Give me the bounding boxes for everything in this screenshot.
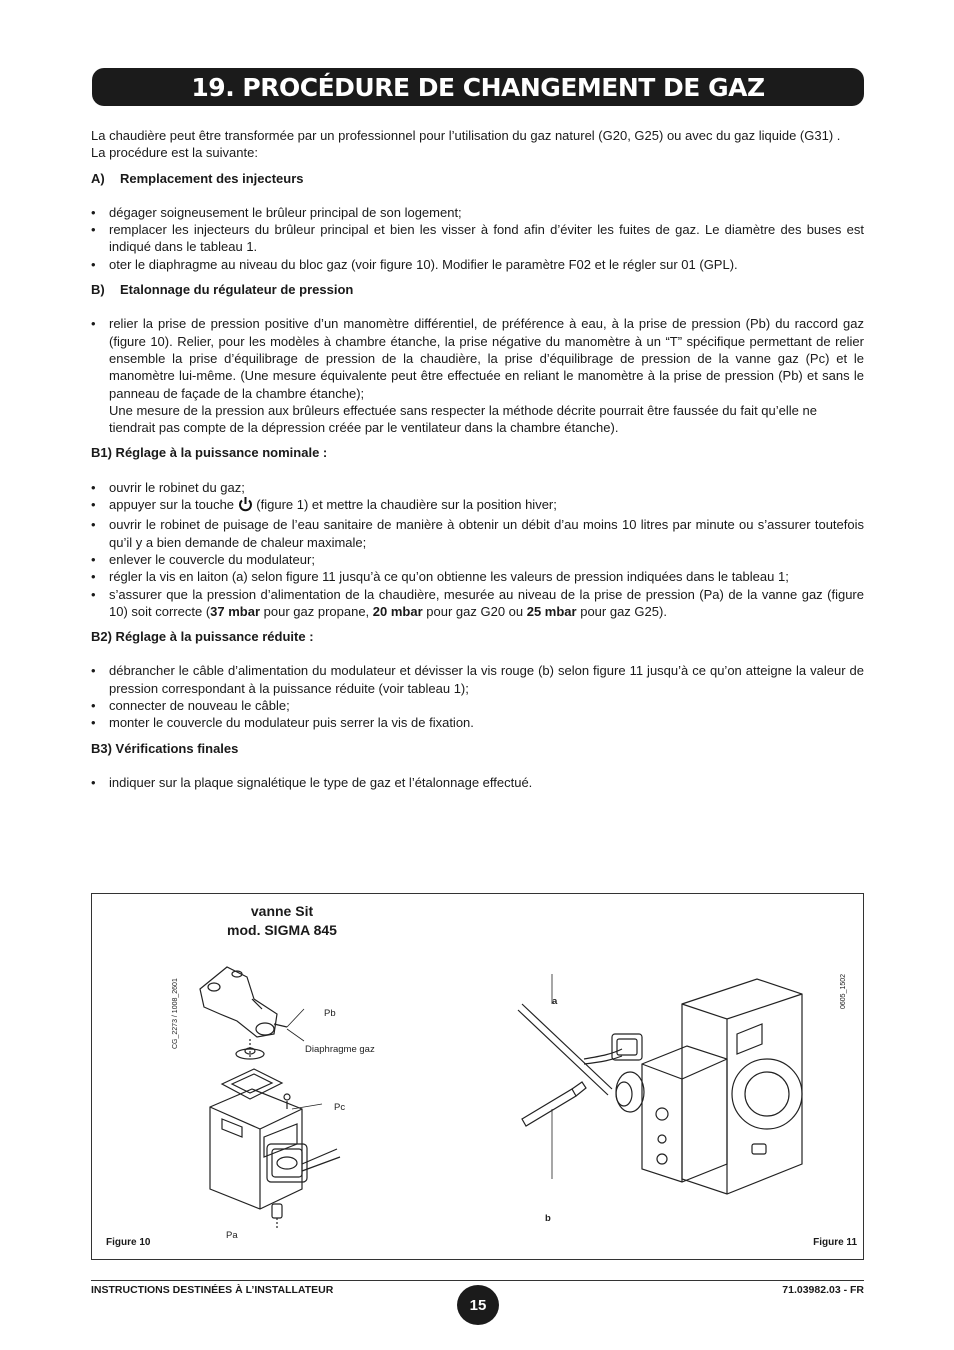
intro-paragraph: La chaudière peut être transformée par un professionnel pour l’utilisation du gaz naturel (G20, G25) ou avec du gaz liquide (G31) . bbox=[91, 128, 841, 143]
list-item: • appuyer sur la touche (figure 1) et mettre la chaudière sur la position hiver; bbox=[91, 496, 864, 516]
list-item: • indiquer sur la plaque signalétique le type de gaz et l’étalonnage effectué. bbox=[91, 774, 864, 791]
figure-box bbox=[91, 893, 864, 1260]
footer-left-text: INSTRUCTIONS DESTINÉES À L’INSTALLATEUR bbox=[91, 1284, 334, 1296]
section-b3-heading: B3) Vérifications finales bbox=[91, 740, 239, 756]
section-b-list bbox=[91, 315, 864, 401]
section-a-heading: A) Remplacement des injecteurs bbox=[91, 170, 304, 186]
label-a: a bbox=[552, 996, 558, 1007]
label-pc: Pc bbox=[334, 1102, 346, 1113]
section-b-heading: B) Etalonnage du régulateur de pression bbox=[91, 282, 354, 298]
label-b: b bbox=[545, 1213, 551, 1224]
page-number: 15 bbox=[457, 1285, 499, 1325]
section-b2-list bbox=[91, 662, 864, 731]
list-item: • connecter de nouveau le câble; bbox=[91, 697, 864, 714]
list-item: • monter le couvercle du modulateur puis serrer la vis de fixation. bbox=[91, 714, 864, 731]
document-body bbox=[91, 127, 864, 791]
footer-divider bbox=[91, 1280, 864, 1281]
section-b2-heading: B2) Réglage à la puissance réduite : bbox=[91, 629, 314, 645]
list-item: • relier la prise de pression positive d’un manomètre différentiel, de préférence à eau, à la prise de pression (Pb) du raccord gaz (figure 10). Relier, pour les modèles à chambre étanche, la prise négative du manomètre à un “T” spécifique permettant de relier ensemble la prise d’équilibrage de pression de la chaudière, la prise d’équilibrage de pression de la vanne gaz (Pc) et le manomètre lui-même. (Une mesure équivalente peut être effectuée en reliant le manomètre à la prise de pression (Pb) et sans le panneau de façade de la chambre étanche); bbox=[91, 315, 864, 401]
list-item: • ouvrir le robinet du gaz; bbox=[91, 479, 864, 496]
power-icon bbox=[238, 496, 253, 516]
title-bar bbox=[92, 68, 864, 106]
list-item: • débrancher le câble d’alimentation du modulateur et dévisser la vis rouge (b) selon figure 11 jusqu’à ce qu’on atteigne la valeur de pression correspondant à la puissance réduite (voir tableau 1); bbox=[91, 662, 864, 697]
list-item: • ouvrir le robinet de puisage de l’eau sanitaire de manière à obtenir un débit d’au moins 10 litres par minute ou s’assurer toutefois qu’il y a bien demande de chaleur maximale; bbox=[91, 516, 864, 551]
section-b1-list bbox=[91, 479, 864, 620]
figure-10-caption: Figure 10 bbox=[106, 1237, 151, 1248]
label-pb: Pb bbox=[324, 1008, 336, 1019]
section-a-list bbox=[91, 204, 864, 273]
list-item: • enlever le couvercle du modulateur; bbox=[91, 551, 864, 568]
list-item: • régler la vis en laiton (a) selon figure 11 jusqu’à ce qu’on obtienne les valeurs de pression indiquées dans le tableau 1; bbox=[91, 568, 864, 585]
section-b1-heading: B1) Réglage à la puissance nominale : bbox=[91, 445, 328, 461]
list-item: • remplacer les injecteurs du brûleur principal et bien les visser à fond afin d’éviter les fuites de gaz. Le diamètre des buses est indiqué dans le tableau 1. bbox=[91, 221, 864, 256]
section-b3-list bbox=[91, 774, 864, 791]
figure-11-caption: Figure 11 bbox=[813, 1237, 857, 1248]
list-item: • dégager soigneusement le brûleur principal de son logement; bbox=[91, 204, 864, 221]
list-item: • oter le diaphragme au niveau du bloc gaz (voir figure 10). Modifier le paramètre F02 et le régler sur 01 (GPL). bbox=[91, 256, 864, 273]
section-b-note: Une mesure de la pression aux brûleurs effectuée sans respecter la méthode décrite pourrait être faussée du fait qu’elle ne tiendrait pas compte de la dépression créée par le ventilateur dans la chambre étanche). bbox=[109, 402, 817, 436]
figure-title: vanne Sit mod. SIGMA 845 bbox=[227, 903, 337, 938]
figure-10-code: CG_2273 / 1008_2601 bbox=[172, 978, 179, 1049]
gas-valve-exploded-illustration bbox=[192, 959, 392, 1244]
figure-11-code: 0605_1502 bbox=[840, 973, 847, 1009]
label-diaphragme: Diaphragme gaz bbox=[305, 1044, 375, 1055]
intro-procedure: La procédure est la suivante: bbox=[91, 145, 258, 161]
list-item: • s’assurer que la pression d’alimentation de la chaudière, mesurée au niveau de la prise de pression (Pa) de la vanne gaz (figure 10) soit correcte (37 mbar pour gaz propane, 20 mbar pour gaz G20 ou 25 mbar pour gaz G25). bbox=[91, 586, 864, 621]
page-title: 19. PROCÉDURE DE CHANGEMENT DE GAZ bbox=[191, 72, 765, 102]
label-pa: Pa bbox=[226, 1230, 238, 1241]
footer-doc-code: 71.03982.03 - FR bbox=[782, 1284, 864, 1296]
